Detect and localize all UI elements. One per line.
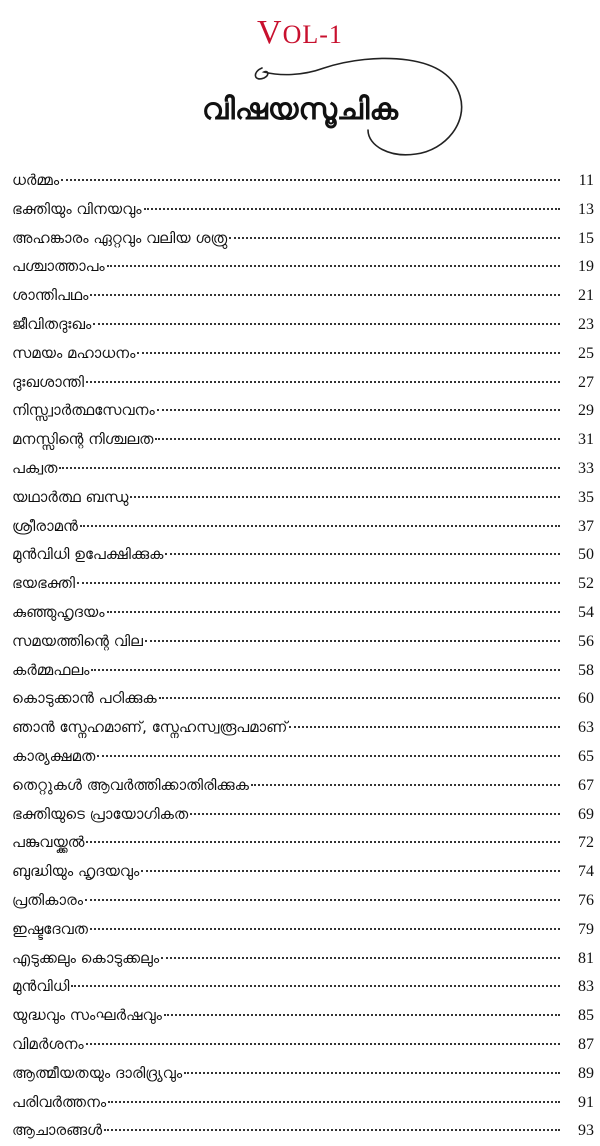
toc-entry-page-number: 58 (578, 661, 594, 679)
toc-dot-leader (80, 525, 560, 527)
toc-entry-page-number: 81 (578, 949, 594, 967)
toc-entry (12, 1088, 594, 1117)
toc-dot-leader (251, 784, 560, 786)
toc-entry (12, 886, 594, 915)
toc-entry (12, 1116, 594, 1145)
toc-dot-leader (97, 755, 560, 757)
toc-dot-leader (145, 640, 560, 642)
toc-entry (12, 195, 594, 224)
toc-entry-page-number: 23 (578, 315, 594, 333)
toc-entry-page-number: 65 (578, 747, 594, 765)
toc-dot-leader (61, 179, 560, 181)
toc-entry-title: ഭയഭക്തി (12, 574, 76, 593)
toc-entry-title: പരിവർത്തനം (12, 1092, 107, 1111)
toc-dot-leader (144, 208, 560, 210)
toc-entry-title: ശാന്തിപഥം (12, 286, 89, 305)
toc-entry (12, 656, 594, 685)
toc-entry-page-number: 52 (578, 575, 594, 593)
toc-entry-page-number: 15 (578, 229, 594, 247)
toc-dot-leader (86, 1043, 560, 1045)
toc-dot-leader (90, 294, 560, 296)
toc-entry (12, 742, 594, 771)
volume-label-initial: V (257, 14, 283, 51)
toc-entry-page-number: 19 (578, 258, 594, 276)
toc-entry-page-number: 87 (578, 1035, 594, 1053)
toc-entry-page-number: 76 (578, 891, 594, 909)
toc-entry (12, 857, 594, 886)
toc-entry-title: യുദ്ധവും സംഘർഷവും (12, 1006, 162, 1025)
toc-entry-title: എടുക്കലും കൊടുക്കലും (12, 948, 160, 967)
toc-entry-title: പ്രതികാരം (12, 890, 84, 909)
toc-entry-title: ദുഃഖശാന്തി (12, 372, 84, 391)
toc-dot-leader (130, 496, 560, 498)
toc-entry (12, 224, 594, 253)
toc-entry-title: കർമ്മഫലം (12, 660, 90, 679)
toc-entry-page-number: 67 (578, 776, 594, 794)
toc-dot-leader (107, 265, 560, 267)
toc-entry (12, 483, 594, 512)
toc-entry-title: പശ്ചാത്താപം (12, 257, 105, 276)
volume-label-rest: OL-1 (282, 20, 343, 49)
toc-entry (12, 281, 594, 310)
toc-entry-title: കൊടുക്കാൻ പഠിക്കുക (12, 689, 157, 708)
toc-entry (12, 425, 594, 454)
toc-dot-leader (104, 1129, 560, 1131)
toc-dot-leader (229, 237, 560, 239)
toc-entry-page-number: 79 (578, 920, 594, 938)
toc-dot-leader (141, 870, 560, 872)
toc-entry-title: വിമർശനം (12, 1034, 84, 1053)
toc-dot-leader (161, 957, 560, 959)
toc-entry-page-number: 83 (578, 978, 594, 996)
toc-entry-title: ബുദ്ധിയും ഹൃദയവും (12, 862, 140, 881)
toc-dot-leader (91, 669, 560, 671)
toc-dot-leader (165, 553, 560, 555)
toc-entry-page-number: 89 (578, 1064, 594, 1082)
toc-dot-leader (137, 352, 560, 354)
toc-entry-title: ഇഷ്ടദേവത (12, 919, 88, 938)
toc-entry-title: കാര്യക്ഷമത (12, 746, 96, 765)
toc-dot-leader (59, 467, 560, 469)
toc-entry (12, 944, 594, 973)
toc-entry (12, 713, 594, 742)
toc-entry-page-number: 74 (578, 863, 594, 881)
toc-entry-page-number: 72 (578, 834, 594, 852)
toc-dot-leader (85, 899, 560, 901)
toc-entry (12, 569, 594, 598)
toc-entry (12, 972, 594, 1001)
toc-dot-leader (108, 1101, 560, 1103)
table-of-contents (12, 166, 594, 1145)
toc-entry-title: സമയം മഹാധനം (12, 343, 136, 362)
toc-entry-title: ധർമ്മം (12, 171, 60, 189)
toc-entry-page-number: 91 (578, 1093, 594, 1111)
toc-entry-page-number: 85 (578, 1007, 594, 1025)
toc-dot-leader (71, 985, 560, 987)
toc-entry (12, 540, 594, 569)
toc-entry (12, 627, 594, 656)
toc-dot-leader (90, 928, 560, 930)
toc-dot-leader (77, 582, 560, 584)
toc-entry-title: ഭക്തിയുടെ പ്രായോഗികത (12, 804, 189, 823)
toc-dot-leader (86, 841, 560, 843)
page-title: വിഷയസൂചിക (202, 92, 398, 127)
toc-entry (12, 828, 594, 857)
toc-entry-title: പക്വത (12, 458, 58, 477)
toc-dot-leader (159, 697, 560, 699)
toc-entry-title: തെറ്റുകൾ ആവർത്തിക്കാതിരിക്കുക (12, 775, 249, 794)
toc-entry (12, 1059, 594, 1088)
toc-entry (12, 368, 594, 397)
toc-dot-leader (86, 381, 560, 383)
toc-entry-title: അഹങ്കാരം ഏറ്റവും വലിയ ശത്രു (12, 228, 228, 247)
toc-entry (12, 1030, 594, 1059)
toc-entry (12, 800, 594, 829)
toc-entry-page-number: 31 (578, 431, 594, 449)
toc-entry (12, 598, 594, 627)
toc-entry-title: ഞാൻ സ്നേഹമാണ്, സ്നേഹസ്വരൂപമാണ് (12, 718, 288, 737)
toc-entry-title: ശ്രീരാമൻ (12, 516, 78, 535)
toc-entry (12, 512, 594, 541)
toc-entry-title: പങ്കുവയ്ക്കൽ (12, 833, 85, 852)
toc-entry-page-number: 37 (578, 517, 594, 535)
toc-entry-page-number: 21 (578, 287, 594, 305)
toc-dot-leader (93, 323, 560, 325)
toc-entry-page-number: 60 (578, 690, 594, 708)
toc-entry-page-number: 29 (578, 402, 594, 420)
toc-dot-leader (184, 1072, 560, 1074)
toc-dot-leader (107, 611, 560, 613)
toc-entry-title: ആചാരങ്ങൾ (12, 1121, 103, 1140)
toc-entry (12, 396, 594, 425)
toc-entry (12, 252, 594, 281)
toc-entry-title: ജീവിതദുഃഖം (12, 314, 92, 333)
toc-entry (12, 454, 594, 483)
toc-entry-page-number: 13 (578, 200, 594, 218)
toc-entry-page-number: 50 (578, 546, 594, 564)
toc-dot-leader (157, 409, 560, 411)
toc-entry-page-number: 93 (578, 1122, 594, 1140)
toc-entry-page-number: 54 (578, 603, 594, 621)
toc-entry-title: നിസ്സ്വാർത്ഥസേവനം (12, 401, 155, 420)
toc-entry-page-number: 63 (578, 719, 594, 737)
toc-entry-page-number: 56 (578, 632, 594, 650)
toc-dot-leader (155, 438, 560, 440)
toc-entry-title: ഭക്തിയും വിനയവും (12, 199, 142, 218)
toc-entry-title: കുഞ്ഞുഹൃദയം (12, 602, 105, 621)
toc-entry-page-number: 69 (578, 805, 594, 823)
toc-dot-leader (190, 813, 560, 815)
toc-entry (12, 684, 594, 713)
toc-entry-page-number: 27 (578, 373, 594, 391)
toc-dot-leader (164, 1014, 560, 1016)
toc-entry (12, 166, 594, 195)
toc-entry-title: സമയത്തിന്റെ വില (12, 631, 143, 650)
toc-entry (12, 771, 594, 800)
toc-entry (12, 915, 594, 944)
toc-entry-title: ആത്മീയതയും ദാരിദ്ര്യവും (12, 1063, 183, 1082)
toc-entry-title: മനസ്സിന്റെ നിശ്ചലത (12, 430, 154, 449)
toc-entry-title: മുൻവിധി (12, 977, 70, 996)
toc-entry (12, 310, 594, 339)
toc-entry (12, 339, 594, 368)
toc-entry-page-number: 11 (578, 172, 594, 189)
toc-entry-title: യഥാർത്ഥ ബന്ധു (12, 487, 129, 506)
toc-entry-page-number: 25 (578, 344, 594, 362)
toc-entry-page-number: 35 (578, 488, 594, 506)
toc-dot-leader (289, 726, 560, 728)
toc-entry (12, 1001, 594, 1030)
toc-entry-title: മുൻവിധി ഉപേക്ഷിക്കുക (12, 545, 164, 564)
toc-entry-page-number: 33 (578, 459, 594, 477)
